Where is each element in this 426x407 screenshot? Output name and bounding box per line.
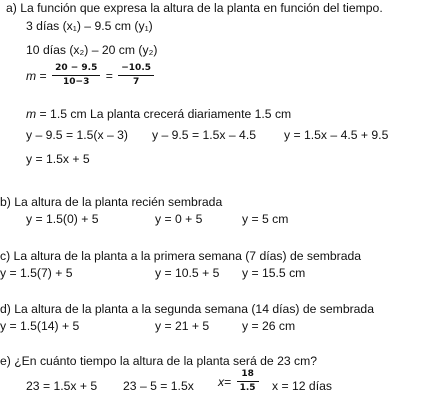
section-c-calc-2: y = 10.5 + 5 — [155, 266, 220, 280]
x-label: x — [218, 374, 225, 389]
point-slope-eq-1: y – 9.5 = 1.5(x – 3) — [26, 128, 128, 142]
fraction-denominator: 10−3 — [63, 77, 90, 87]
section-e-result: x = 12 días — [272, 379, 332, 393]
section-d-calc-2: y = 21 + 5 — [155, 319, 210, 333]
slope-fraction-2 — [118, 62, 154, 89]
section-e-heading: e) ¿En cuánto tiempo la altura de la planta será de 23 cm? — [0, 354, 318, 368]
section-c-result: y = 15.5 cm — [242, 266, 306, 280]
slope-formula — [26, 62, 156, 89]
section-e-fraction-expr — [218, 368, 261, 395]
final-function: y = 1.5x + 5 — [26, 152, 90, 166]
fraction-numerator: 20 − 9.5 — [52, 62, 100, 76]
section-b-calc-2: y = 0 + 5 — [155, 212, 203, 226]
equals-sign: = — [224, 374, 232, 389]
equals-sign: = — [39, 68, 47, 83]
fraction-numerator: 18 — [237, 368, 259, 382]
section-c-calc-1: y = 1.5(7) + 5 — [0, 266, 73, 280]
slope-m-symbol: m — [26, 107, 37, 121]
section-a-heading: a) La función que expresa la altura de la planta en función del tiempo. — [6, 1, 383, 15]
section-d-result: y = 26 cm — [242, 319, 296, 333]
section-b-calc-1: y = 1.5(0) + 5 — [26, 212, 99, 226]
section-c-heading: c) La altura de la planta a la primera semana (7 días) de sembrada — [0, 249, 362, 263]
section-b-result: y = 5 cm — [242, 212, 289, 226]
section-b-heading: b) La altura de la planta recién sembrada — [0, 195, 223, 209]
slope-result-text: = 1.5 cm La planta crecerá diariamente 1.5 cm — [36, 107, 292, 121]
slope-result — [26, 107, 291, 122]
fraction-denominator: 1.5 — [239, 383, 256, 393]
point-slope-eq-2: y – 9.5 = 1.5x – 4.5 — [152, 128, 257, 142]
fraction-numerator: −10.5 — [118, 62, 154, 76]
slope-fraction-1 — [52, 62, 100, 89]
fraction-denominator: 7 — [132, 77, 140, 87]
point-slope-eq-3: y = 1.5x – 4.5 + 9.5 — [284, 128, 389, 142]
section-e-calc-2: 23 – 5 = 1.5x — [123, 379, 194, 393]
point-2: 10 días (x₂) – 20 cm (y₂) — [26, 43, 158, 57]
x-fraction — [237, 368, 259, 395]
section-e-calc-1: 23 = 1.5x + 5 — [26, 379, 98, 393]
section-d-calc-1: y = 1.5(14) + 5 — [0, 319, 80, 333]
slope-m-label: m — [26, 68, 37, 83]
point-1: 3 días (x₁) – 9.5 cm (y₁) — [26, 19, 153, 33]
equals-sign: = — [105, 68, 113, 83]
section-d-heading: d) La altura de la planta a la segunda semana (14 días) de sembrada — [0, 302, 374, 316]
